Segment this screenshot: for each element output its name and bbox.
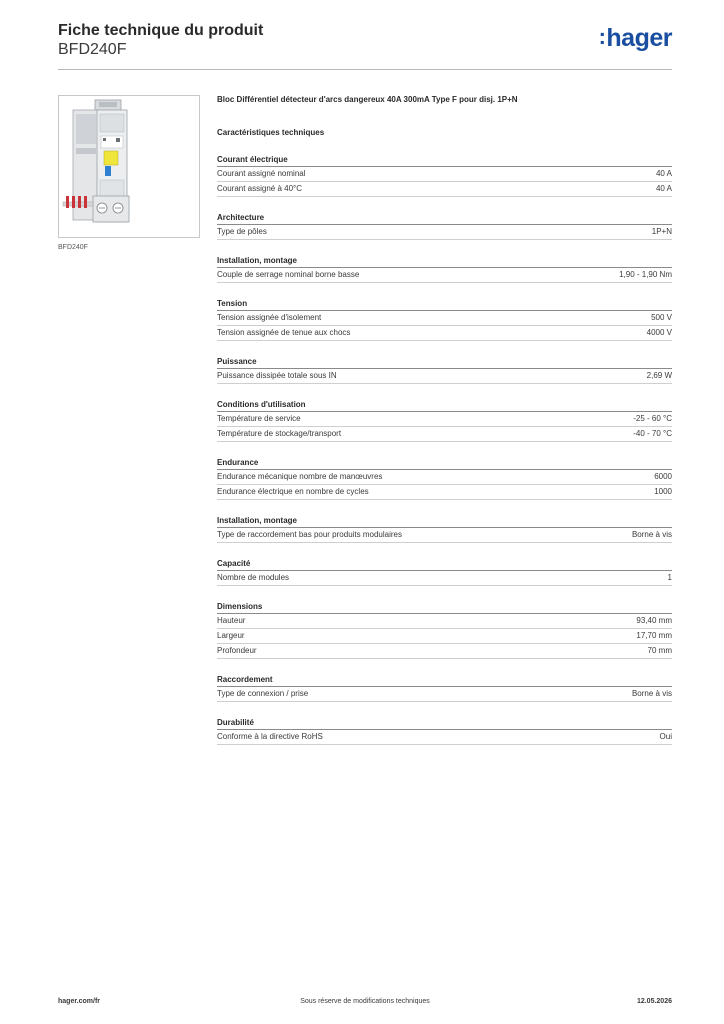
spec-section <box>217 601 672 659</box>
spec-row <box>217 369 672 384</box>
product-description: Bloc Différentiel détecteur d'arcs dangereux 40A 300mA Type F pour disj. 1P+N <box>217 95 518 104</box>
spec-row <box>217 687 672 702</box>
spec-section <box>217 255 672 283</box>
spec-value: 6000 <box>654 472 672 481</box>
spec-heading: Caractéristiques techniques <box>217 128 325 137</box>
product-image <box>58 95 200 238</box>
spec-section <box>217 515 672 543</box>
spec-section-title: Courant électrique <box>217 154 672 167</box>
spec-value: 1 <box>667 573 672 582</box>
spec-sections <box>217 154 672 745</box>
spec-label: Puissance dissipée totale sous IN <box>217 371 337 380</box>
spec-row <box>217 485 672 500</box>
spec-row <box>217 167 672 182</box>
spec-label: Largeur <box>217 631 245 640</box>
spec-row <box>217 427 672 442</box>
spec-section-title: Capacité <box>217 558 672 571</box>
spec-row <box>217 470 672 485</box>
spec-section <box>217 154 672 197</box>
spec-section-title: Dimensions <box>217 601 672 614</box>
footer-notice: Sous réserve de modifications techniques <box>300 998 430 1005</box>
spec-row <box>217 182 672 197</box>
spec-section-title: Endurance <box>217 457 672 470</box>
spec-row <box>217 644 672 659</box>
page-header <box>58 20 672 70</box>
spec-value: 70 mm <box>647 646 672 655</box>
spec-section <box>217 457 672 500</box>
spec-value: 40 A <box>655 184 672 193</box>
spec-value: Borne à vis <box>631 689 672 698</box>
spec-section-title: Puissance <box>217 356 672 369</box>
page-footer <box>58 998 672 1010</box>
spec-label: Type de connexion / prise <box>217 689 309 698</box>
footer-date: 12.05.2026 <box>636 998 672 1005</box>
spec-value: Oui <box>659 732 672 741</box>
product-image-caption: BFD240F <box>58 244 88 251</box>
spec-value: 2,69 W <box>646 371 672 380</box>
spec-label: Profondeur <box>217 646 257 655</box>
spec-section-title: Architecture <box>217 212 672 225</box>
spec-label: Conforme à la directive RoHS <box>217 732 323 741</box>
spec-row <box>217 571 672 586</box>
spec-value: Borne à vis <box>631 530 672 539</box>
spec-value: 1000 <box>654 487 672 496</box>
spec-label: Tension assignée d'isolement <box>217 313 322 322</box>
spec-label: Tension assignée de tenue aux chocs <box>217 328 351 337</box>
spec-section <box>217 298 672 341</box>
spec-section-title: Raccordement <box>217 674 672 687</box>
spec-row <box>217 629 672 644</box>
spec-value: -40 - 70 °C <box>633 429 672 438</box>
footer-website: hager.com/fr <box>58 998 101 1005</box>
spec-label: Température de service <box>217 414 301 423</box>
spec-row <box>217 326 672 341</box>
spec-section-title: Installation, montage <box>217 255 672 268</box>
spec-section-title: Tension <box>217 298 672 311</box>
spec-row <box>217 412 672 427</box>
spec-row <box>217 730 672 745</box>
spec-section <box>217 399 672 442</box>
spec-value: 1,90 - 1,90 Nm <box>619 270 672 279</box>
spec-value: 4000 V <box>646 328 672 337</box>
spec-row <box>217 268 672 283</box>
spec-row <box>217 614 672 629</box>
spec-label: Courant assigné nominal <box>217 169 306 178</box>
logo-mark-icon: : <box>598 24 606 49</box>
spec-label: Température de stockage/transport <box>217 429 342 438</box>
spec-section-title: Installation, montage <box>217 515 672 528</box>
logo-text: hager <box>606 24 672 52</box>
spec-label: Endurance mécanique nombre de manœuvres <box>217 472 383 481</box>
spec-section <box>217 356 672 384</box>
spec-section-title: Durabilité <box>217 717 672 730</box>
spec-label: Couple de serrage nominal borne basse <box>217 270 360 279</box>
spec-value: 500 V <box>651 313 672 322</box>
spec-value: 93,40 mm <box>636 616 672 625</box>
header-divider <box>58 69 672 70</box>
spec-section <box>217 674 672 702</box>
spec-row <box>217 528 672 543</box>
product-device-icon <box>59 96 199 237</box>
product-reference: BFD240F <box>58 41 127 58</box>
spec-value: -25 - 60 °C <box>633 414 672 423</box>
spec-row <box>217 225 672 240</box>
spec-label: Hauteur <box>217 616 246 625</box>
spec-section <box>217 717 672 745</box>
spec-label: Nombre de modules <box>217 573 290 582</box>
spec-section <box>217 212 672 240</box>
spec-label: Type de pôles <box>217 227 267 236</box>
spec-section-title: Conditions d'utilisation <box>217 399 672 412</box>
spec-value: 1P+N <box>651 227 672 236</box>
spec-label: Endurance électrique en nombre de cycles <box>217 487 369 496</box>
spec-label: Type de raccordement bas pour produits modulaires <box>217 530 402 539</box>
spec-section <box>217 558 672 586</box>
spec-value: 17,70 mm <box>636 631 672 640</box>
spec-label: Courant assigné à 40°C <box>217 184 303 193</box>
spec-value: 40 A <box>655 169 672 178</box>
hager-logo <box>599 24 672 53</box>
spec-row <box>217 311 672 326</box>
spec-content <box>217 94 672 745</box>
page-title: Fiche technique du produit <box>58 22 264 39</box>
